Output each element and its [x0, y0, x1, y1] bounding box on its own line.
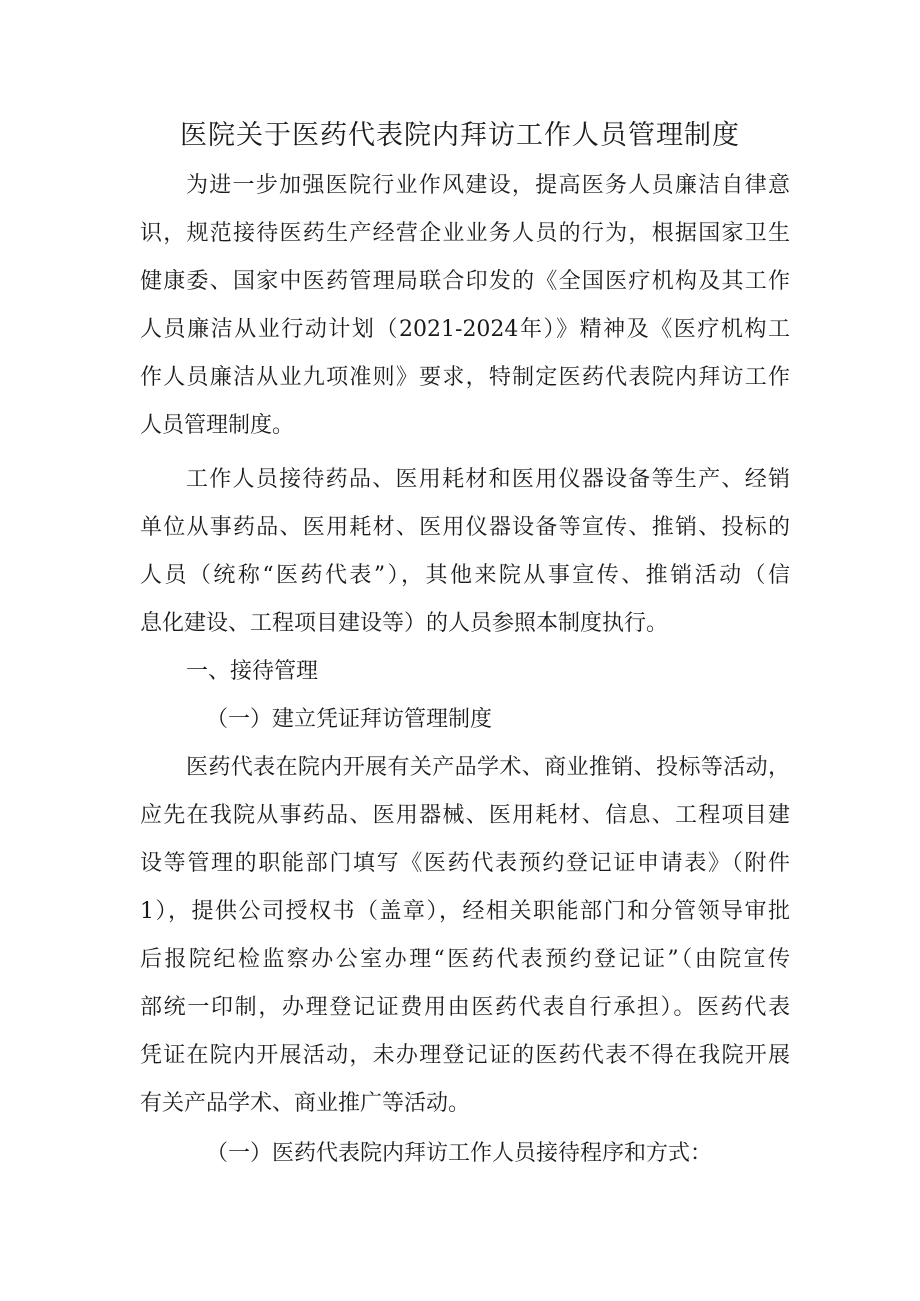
paragraph-3-line: 设等管理的职能部门填写《医药代表预约登记证申请表》（附件: [140, 851, 790, 876]
paragraph-3-line: 应先在我院从事药品、医用器械、医用耗材、信息、工程项目建: [140, 803, 790, 828]
paragraph-1-line: 识，规范接待医药生产经营企业业务人员的行为，根据国家卫生: [140, 221, 790, 246]
paragraph-2-line: 人员（统称“医药代表”），其他来院从事宣传、推销活动（信: [140, 563, 790, 588]
section-heading: 一、接待管理: [186, 659, 319, 684]
document-title: 医院关于医药代表院内拜访工作人员管理制度: [180, 120, 740, 151]
paragraph-1-line: 健康委、国家中医药管理局联合印发的《全国医疗机构及其工作: [140, 269, 790, 294]
paragraph-1-line: 作人员廉洁从业九项准则》要求，特制定医药代表院内拜访工作: [140, 365, 790, 390]
paragraph-1-line: 人员管理制度。: [140, 413, 295, 438]
paragraph-3-line: 凭证在院内开展活动，未办理登记证的医药代表不得在我院开展: [140, 1043, 790, 1068]
paragraph-2-line: 息化建设、工程项目建设等）的人员参照本制度执行。: [140, 611, 669, 636]
paragraph-2-line: 工作人员接待药品、医用耗材和医用仪器设备等生产、经销: [186, 467, 790, 492]
paragraph-3-line: 1），提供公司授权书（盖章），经相关职能部门和分管领导审批: [140, 899, 790, 924]
paragraph-3-line: 有关产品学术、商业推广等活动。: [140, 1091, 471, 1116]
paragraph-2-line: 单位从事药品、医用耗材、医用仪器设备等宣传、推销、投标的: [140, 515, 790, 540]
paragraph-3-line: 后报院纪检监察办公室办理“医药代表预约登记证”（由院宣传: [140, 947, 790, 972]
paragraph-3-line: 部统一印制，办理登记证费用由医药代表自行承担）。医药代表: [140, 995, 790, 1020]
subsection-heading: （一）建立凭证拜访管理制度: [206, 707, 493, 732]
paragraph-3-line: 医药代表在院内开展有关产品学术、商业推销、投标等活动，: [186, 755, 790, 780]
paragraph-1-line: 为进一步加强医院行业作风建设，提高医务人员廉洁自律意: [186, 173, 790, 198]
paragraph-1-line: 人员廉洁从业行动计划（2021-2024年）》精神及《医疗机构工: [140, 317, 790, 342]
subsection-heading: （一）医药代表院内拜访工作人员接待程序和方式：: [206, 1141, 713, 1166]
